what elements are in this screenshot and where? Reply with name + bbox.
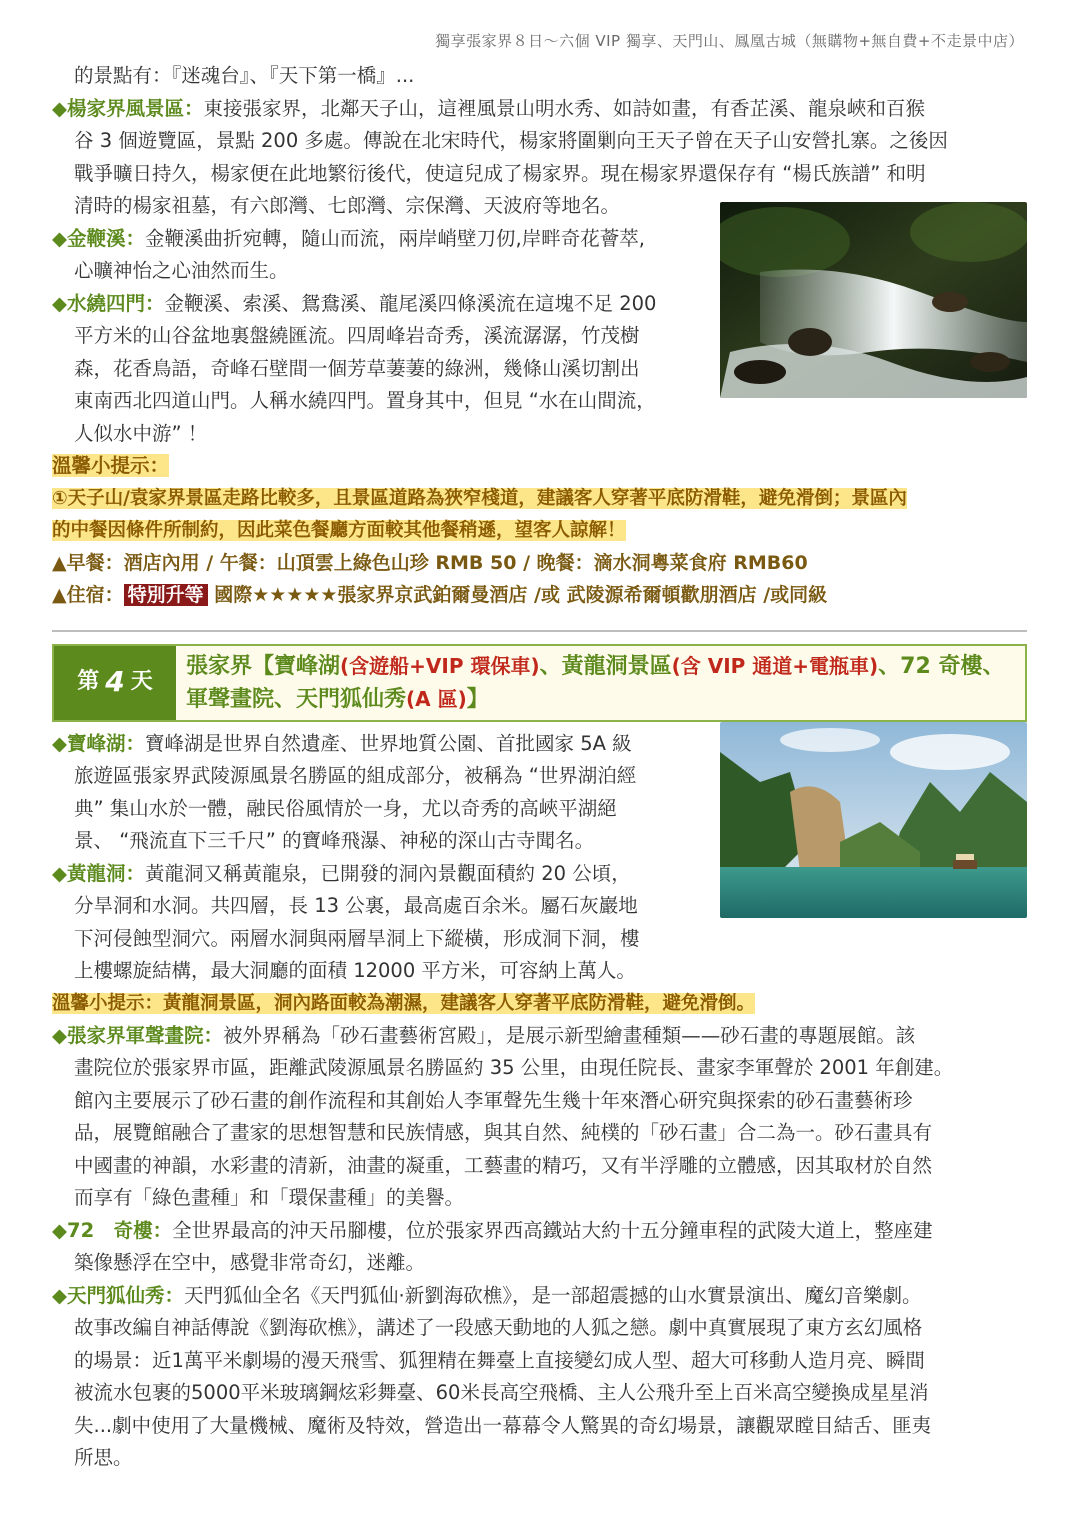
shuirao-text-5: 人似水中游” ！ xyxy=(74,421,208,445)
qilou-text-1: 全世界最高的沖天吊腳樓，位於張家界西高鐵站大約十五分鐘車程的武陵大道上，整座建 xyxy=(172,1218,933,1242)
shuirao-title: ◆水繞四門： xyxy=(52,291,165,315)
qilou-section xyxy=(52,1215,1027,1248)
huxian-text-1: 天門狐仙全名《天門狐仙·新劉海砍樵》，是一部超震撼的山水實景演出、魔幻音樂劇。 xyxy=(184,1283,922,1307)
lake-cliffs-boat-photo xyxy=(720,722,1027,918)
junsheng-section xyxy=(52,1020,1027,1053)
yangjiajie-text-1: 東接張家界，北鄰天子山，這裡風景山明水秀、如詩如畫，有香芷溪、龍泉峽和百猴 xyxy=(203,96,926,120)
day-title-f: 軍聲畫院、天門狐仙秀 xyxy=(186,686,407,712)
day-title-b: (含遊船+VIP 環保車) xyxy=(340,653,540,678)
jinbianxi-text-1: 金鞭溪曲折宛轉，隨山而流，兩岸峭壁刀仞,岸畔奇花薈萃, xyxy=(145,226,645,250)
huxian-text-2: 故事改編自神話傳說《劉海砍樵》，講述了一段感天動地的人狐之戀。劇中真實展現了東方玄幻風格 xyxy=(74,1316,923,1339)
baofenghu-text-2: 旅遊區張家界武陵源風景名勝區的組成部分，被稱為 “世界湖泊經 xyxy=(74,764,637,787)
tips1-line-1-row xyxy=(52,483,1027,515)
day-title-a: 張家界【寶峰湖 xyxy=(186,653,341,679)
shuirao-text-4: 東南西北四道山門。人稱水繞四門。置身其中，但見 “水在山間流， xyxy=(74,389,656,412)
yangjiajie-title: ◆楊家界風景區： xyxy=(52,96,204,120)
qilou-title: ◆72 奇樓： xyxy=(52,1218,173,1242)
day-title-h: 】 xyxy=(466,686,489,712)
junsheng-text-4: 品，展覽館融合了畫家的思想智慧和民族情感，與其自然、純樸的「砂石畫」合二為一。砂石畫具有 xyxy=(74,1121,933,1144)
baofenghu-text-4: 景、 “飛流直下三千尺” 的寶峰飛瀑、神秘的深山古寺聞名。 xyxy=(74,829,595,852)
junsheng-title: ◆張家界軍聲畫院： xyxy=(52,1023,223,1047)
baofenghu-text-1: 寶峰湖是世界自然遺產、世界地質公園、首批國家 5A 級 xyxy=(145,731,632,755)
huxian-text-3: 的場景：近1萬平米劇場的漫天飛雪、狐狸精在舞臺上直接變幻成人型、超大可移動人造月亮、瞬間 xyxy=(74,1348,925,1372)
huxian-section xyxy=(52,1280,1027,1313)
qilou-text-2: 築像懸浮在空中，感覺非常奇幻，迷離。 xyxy=(74,1251,426,1274)
huxian-text-5: 失...劇中使用了大量機械、魔術及特效，營造出一幕幕令人驚異的奇幻場景，讓觀眾瞠目結舌、匪夷 xyxy=(74,1413,932,1437)
junsheng-text-3: 館內主要展示了砂石畫的創作流程和其創始人李軍聲先生幾十年來潛心研究與探索的砂石畫藝術珍 xyxy=(74,1088,913,1112)
baofenghu-text-3: 典” 集山水於一體，融民俗風情於一身，尤以奇秀的高峽平湖絕 xyxy=(74,796,617,820)
day-badge-prefix: 第 xyxy=(77,669,100,695)
huxian-text-6: 所思。 xyxy=(74,1446,133,1469)
junsheng-text-2: 畫院位於張家界市區，距離武陵源風景名勝區約 35 公里，由現任院長、畫家李軍聲於 2001 年創建。 xyxy=(74,1056,954,1079)
hotel-line xyxy=(52,579,1027,612)
yangjiajie-section xyxy=(52,93,1027,126)
huxian-text-4: 被流水包裹的5000平米玻璃鋼炫彩舞臺、60米長高空飛橋、主人公飛升至上百米高空變換成星星消 xyxy=(74,1381,929,1404)
jinbianxi-title: ◆金鞭溪： xyxy=(52,226,145,250)
shuirao-text-3: 森，花香鳥語，奇峰石壁間一個芳草萋萋的綠洲，幾條山溪切割出 xyxy=(74,356,640,380)
huanglong-title: ◆黃龍洞： xyxy=(52,861,145,885)
yangjiajie-text-3: 戰爭曠日持久，楊家便在此地繁衍後代，使這兒成了楊家界。現在楊家界還保存有 “楊氏族譜” 和明 xyxy=(74,161,926,185)
section-divider xyxy=(52,630,1027,632)
huanglong-text-1: 黃龍洞又稱黃龍泉，已開發的洞內景觀面積約 20 公頃， xyxy=(145,861,631,885)
day-title-g: (A 區) xyxy=(406,686,467,711)
day-title-e: 、72 奇樓、 xyxy=(878,653,1005,679)
tips2-row xyxy=(52,988,1027,1020)
upgrade-badge: 特別升等 xyxy=(124,584,208,606)
tips1-line-2-row xyxy=(52,515,1027,547)
tips1-title-row xyxy=(52,450,1027,483)
meals-line: ▲早餐：酒店內用 / 午餐：山頂雲上綠色山珍 RMB 50 / 晚餐：滴水洞粵菜食府 RMB60 xyxy=(52,551,808,574)
shuirao-text-2: 平方米的山谷盆地裏盤繞匯流。四周峰岩奇秀，溪流潺潺，竹茂樹 xyxy=(74,324,640,347)
baofenghu-section xyxy=(52,728,702,761)
jinbianxi-section xyxy=(52,223,702,256)
baofenghu-title: ◆寶峰湖： xyxy=(52,731,145,755)
huanglong-text-2: 分旱洞和水洞。共四層，長 13 公裏，最高處百余米。屬石灰巖地 xyxy=(74,894,638,917)
yangjiajie-text-2: 谷 3 個遊覽區，景點 200 多處。傳說在北宋時代，楊家將圍剿向王天子曾在天子山安營扎寨。之後因 xyxy=(74,129,948,152)
intro-line: 的景點有：『迷魂台』、『天下第一橋』... xyxy=(74,64,415,87)
yangjiajie-text-4: 清時的楊家祖墓，有六郎灣、七郎灣、宗保灣、天波府等地名。 xyxy=(74,194,621,217)
tips1-line-1: ①天子山/袁家界景區走路比較多，且景區道路為狹窄棧道，建議客人穿著平底防滑鞋，避免滑倒；景區內 xyxy=(52,487,907,509)
shuirao-section xyxy=(52,288,702,321)
junsheng-text-5: 中國畫的神韻，水彩畫的清新，油畫的凝重，工藝畫的精巧，又有半浮雕的立體感，因其取材於自然 xyxy=(74,1153,933,1177)
page-content xyxy=(52,60,1027,1475)
day-title-c: 、黃龍洞景區 xyxy=(539,653,672,679)
day-badge xyxy=(54,646,176,720)
day-4-header xyxy=(52,644,1027,722)
tips2-text: 溫馨小提示：黃龍洞景區，洞內路面較為潮濕，建議客人穿著平底防滑鞋，避免滑倒。 xyxy=(52,992,756,1014)
junsheng-text-6: 而享有「綠色畫種」和「環保畫種」的美譽。 xyxy=(74,1186,465,1209)
page-header: 獨享張家界８日～六個 VIP 獨享、天門山、鳳凰古城（無購物+無自費+不走景中店） xyxy=(435,32,1024,50)
hotel-label: ▲住宿： xyxy=(52,584,124,606)
tips1-line-2: 的中餐因條件所制約，因此菜色餐廳方面較其他餐稍遜，望客人諒解！ xyxy=(52,519,626,541)
day-title-d: (含 VIP 通道+電瓶車) xyxy=(671,653,879,678)
huanglong-text-4: 上樓螺旋結構，最大洞廳的面積 12000 平方米，可容納上萬人。 xyxy=(74,959,636,982)
hotel-text: 國際★★★★★張家界京武鉑爾曼酒店 /或 武陵源希爾頓歡朋酒店 /或同級 xyxy=(214,584,828,606)
jinbianxi-text-2: 心曠神怡之心油然而生。 xyxy=(74,259,289,282)
huanglong-section xyxy=(52,858,702,891)
waterfall-stream-photo xyxy=(720,202,1027,398)
huxian-title: ◆天門狐仙秀： xyxy=(52,1283,184,1307)
huanglong-text-3: 下河侵蝕型洞穴。兩層水洞與兩層旱洞上下縱橫，形成洞下洞，樓 xyxy=(74,926,640,950)
junsheng-text-1: 被外界稱為「砂石畫藝術宮殿」，是展示新型繪畫種類——砂石畫的專題展館。該 xyxy=(223,1023,916,1047)
day-badge-suffix: 天 xyxy=(130,669,153,695)
shuirao-text-1: 金鞭溪、索溪、鴛鴦溪、龍尾溪四條溪流在這塊不足 200 xyxy=(164,291,657,315)
day-badge-number: 4 xyxy=(105,665,125,699)
day-4-title xyxy=(176,646,1025,720)
tips1-title: 溫馨小提示： xyxy=(52,454,170,477)
